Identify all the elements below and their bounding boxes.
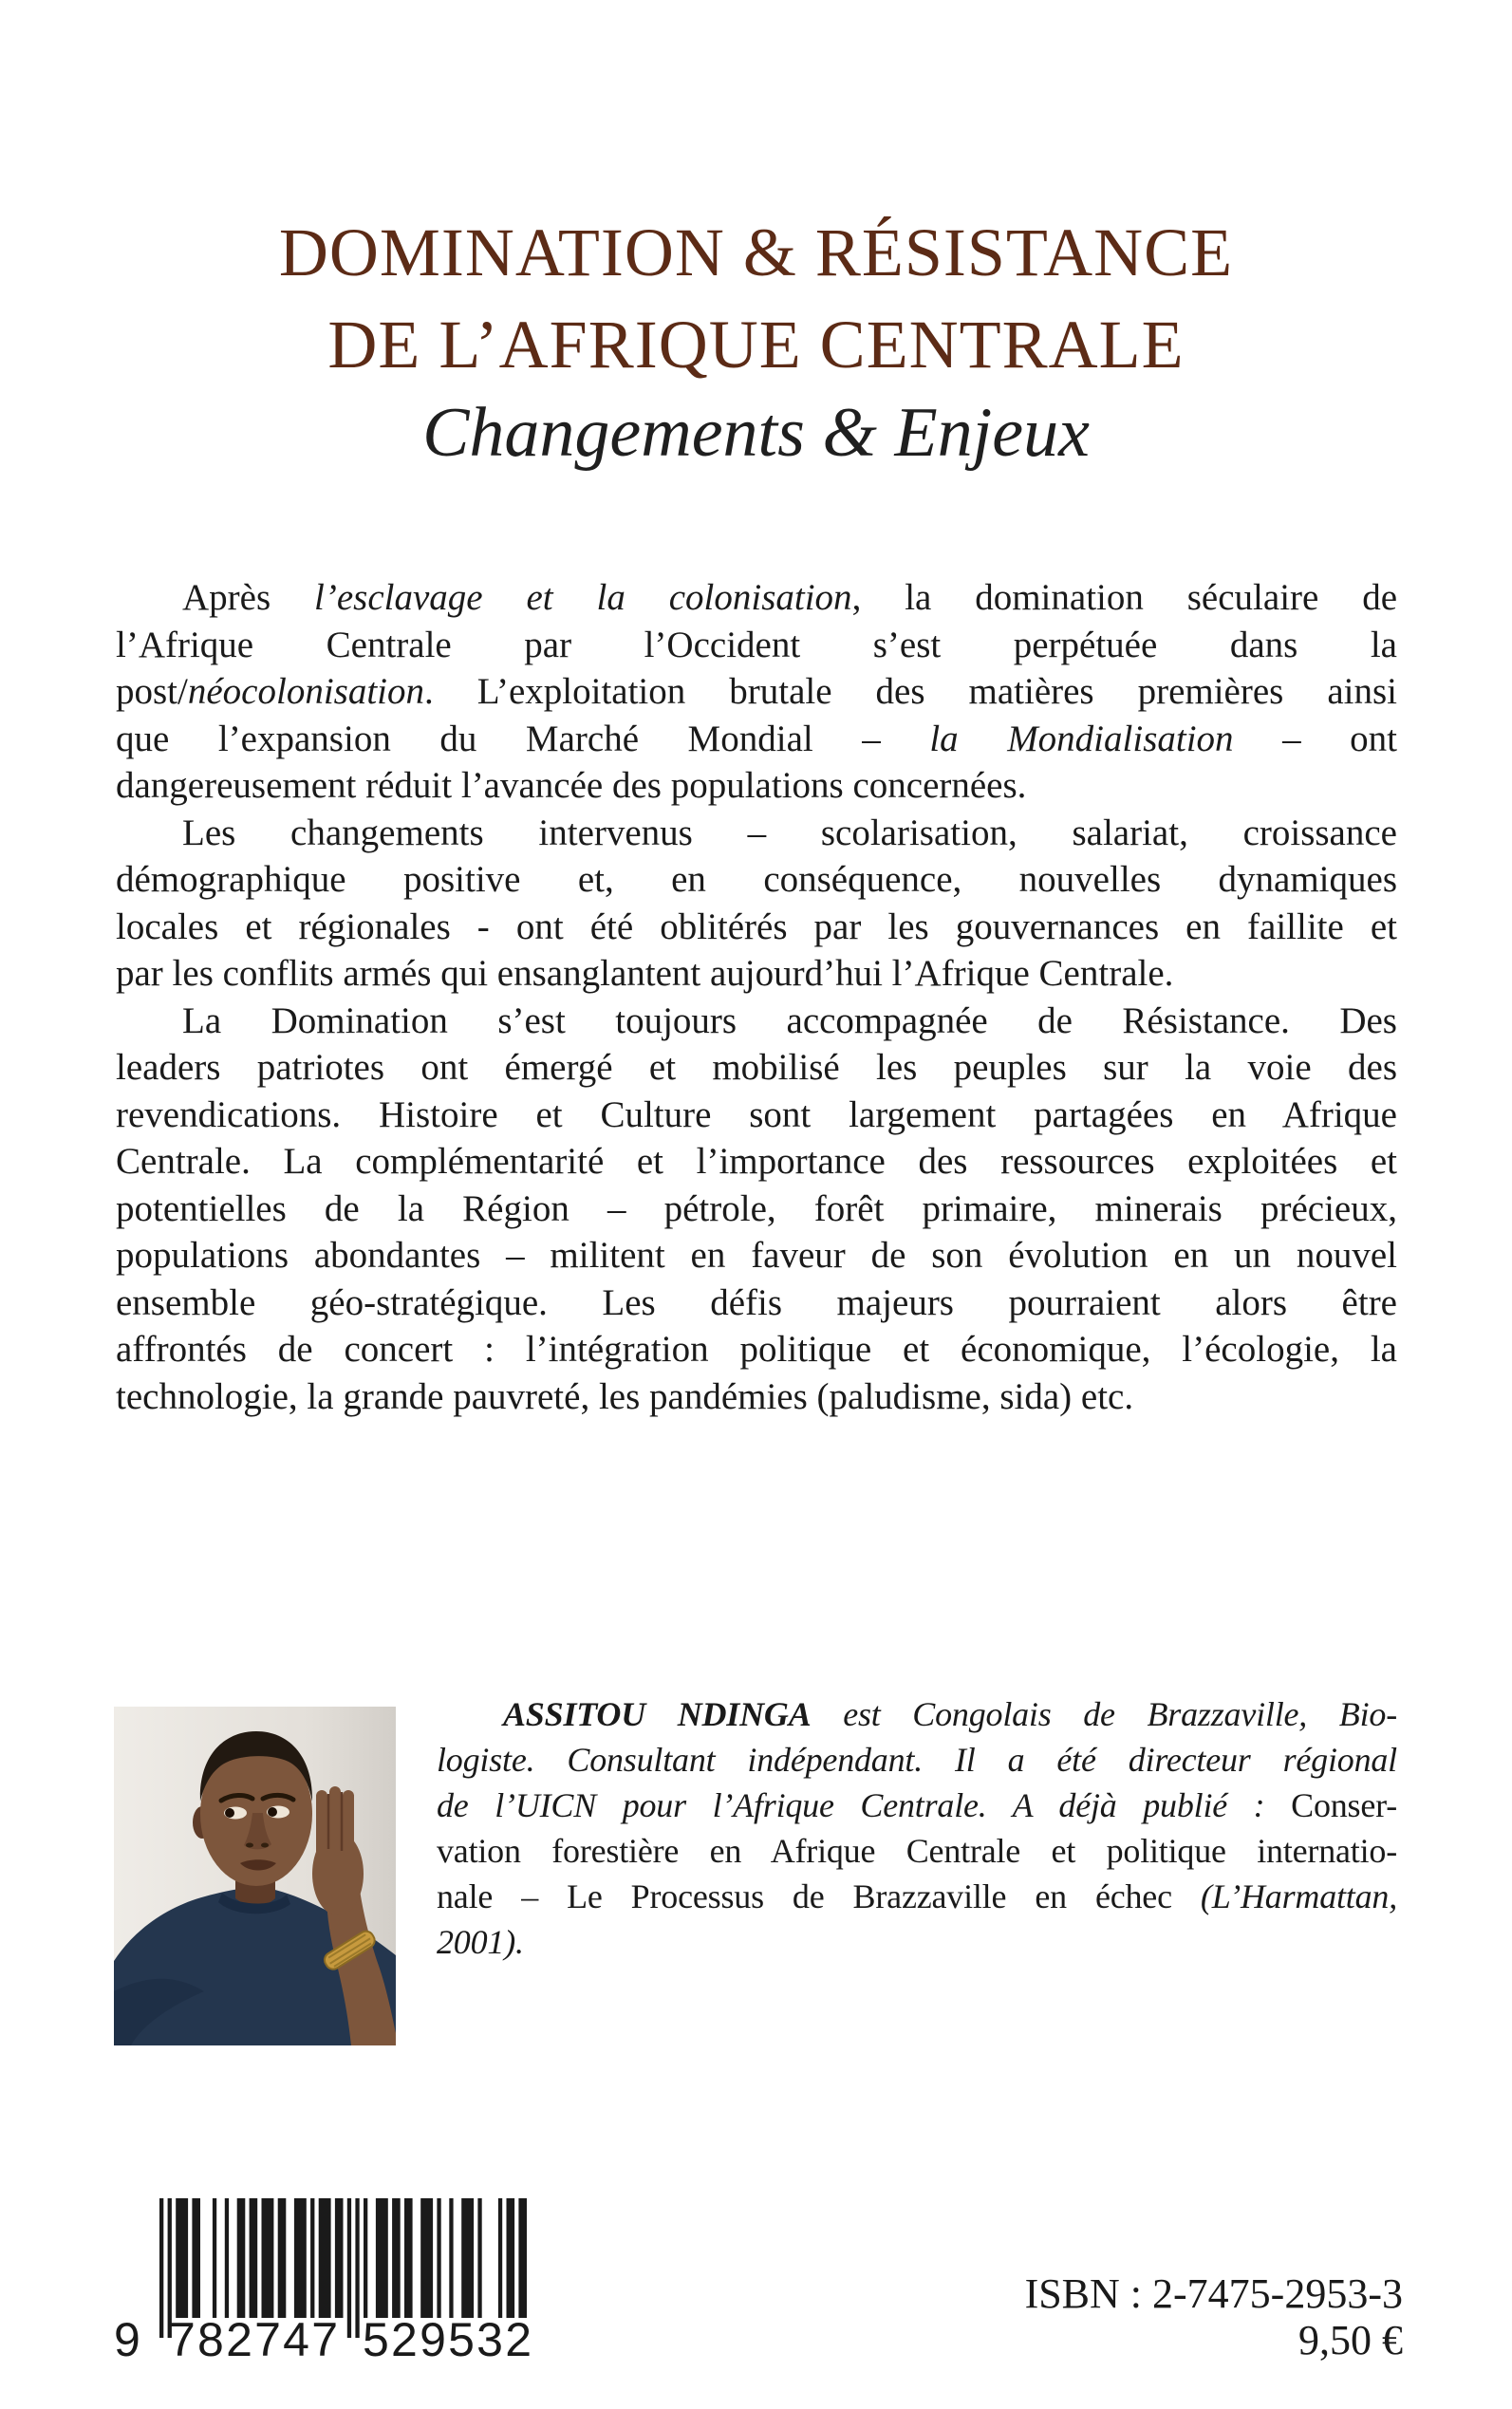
barcode-bar <box>477 2198 481 2318</box>
text-segment: que l’expansion du Marché Mondial – <box>116 718 930 759</box>
barcode-bar <box>225 2198 229 2318</box>
blurb-line <box>116 1326 1397 1373</box>
blurb-line <box>116 1279 1397 1327</box>
barcode-bar <box>355 2198 359 2338</box>
barcode-bar <box>310 2198 314 2318</box>
blurb-line <box>116 622 1397 669</box>
bio-line <box>437 1874 1397 1919</box>
author-photo <box>114 1707 396 2045</box>
text-segment: est Congolais de Brazzaville, Bio- <box>811 1695 1397 1733</box>
text-segment: l’Afrique Centrale par l’Occident s’est perpétuée dans la <box>116 624 1397 665</box>
barcode-bar <box>278 2198 287 2318</box>
text-segment: . L’exploitation brutale des matières premières ainsi <box>424 671 1397 712</box>
blurb-line <box>116 1138 1397 1186</box>
book-subtitle: Changements & Enjeux <box>422 394 1090 472</box>
barcode-bar <box>518 2198 527 2318</box>
blurb-line <box>116 716 1397 763</box>
text-segment: affrontés de concert : l’intégration politique et économique, l’écologie, la <box>116 1329 1397 1370</box>
text-segment: nale – Le Processus de Brazzaville en échec <box>437 1877 1201 1915</box>
isbn-price-block <box>1025 2270 1403 2363</box>
text-segment: démographique positive et, en conséquence, nouvelles dynamiques <box>116 859 1397 900</box>
barcode-digit-first: 9 <box>114 2313 140 2366</box>
blurb-line <box>116 762 1397 810</box>
blurb-line <box>116 998 1397 1045</box>
text-segment: leaders patriotes ont émergé et mobilisé les peuples sur la voie des <box>116 1047 1397 1088</box>
barcode-bar <box>437 2198 440 2318</box>
bio-line <box>437 1919 1397 1965</box>
blurb-line <box>116 1186 1397 1233</box>
barcode-bar <box>404 2198 413 2318</box>
barcode-bar <box>159 2198 163 2338</box>
text-segment: technologie, la grande pauvreté, les pandémies (paludisme, sida) etc. <box>116 1375 1134 1417</box>
barcode-bar <box>319 2198 331 2318</box>
author-bio <box>437 1691 1397 1965</box>
text-segment: locales et régionales - ont été oblitérés par les gouvernances en faillite et <box>116 906 1397 947</box>
barcode-bar <box>461 2198 474 2318</box>
blurb-line <box>116 950 1397 998</box>
text-segment: populations abondantes – militent en faveur de son évolution en un nouvel <box>116 1235 1397 1276</box>
text-segment: Après <box>182 577 315 618</box>
book-title-line2: DE L’AFRIQUE CENTRALE <box>327 307 1185 383</box>
text-segment: Centrale. La complémentarité et l’importance des ressources exploitées et <box>116 1141 1397 1182</box>
text-segment: ensemble géo-stratégique. Les défis majeurs pourraient alors être <box>116 1281 1397 1323</box>
barcode-bar <box>237 2198 246 2318</box>
barcode-bar <box>335 2198 344 2318</box>
bio-line <box>437 1737 1397 1783</box>
text-segment: vation forestière en Afrique Centrale et politique internatio- <box>437 1832 1397 1870</box>
barcode-bar <box>262 2198 274 2318</box>
blurb-line <box>116 856 1397 904</box>
text-segment: potentielles de la Région – pétrole, forêt primaire, minerais précieux, <box>116 1187 1397 1229</box>
blurb-line <box>116 810 1397 857</box>
text-segment: Conser- <box>1291 1786 1397 1824</box>
barcode-bar <box>507 2198 515 2318</box>
blurb-line <box>116 1044 1397 1092</box>
barcode-bar <box>498 2198 502 2318</box>
price: 9,50 € <box>1298 2317 1403 2363</box>
barcode-bar <box>376 2198 388 2318</box>
back-cover-blurb <box>116 574 1397 1420</box>
text-segment: ASSITOU NDINGA <box>503 1695 812 1733</box>
barcode-bar <box>420 2198 433 2318</box>
blurb-line <box>116 1092 1397 1139</box>
blurb-line <box>116 1373 1397 1421</box>
barcode-bar <box>449 2198 453 2318</box>
text-segment: 2001). <box>437 1923 524 1961</box>
blurb-line <box>116 668 1397 716</box>
text-segment: La Domination s’est toujours accompagnée de Résistance. Des <box>182 999 1397 1041</box>
barcode-digits-group2: 529532 <box>363 2313 532 2366</box>
blurb-line <box>116 904 1397 951</box>
bio-line <box>437 1828 1397 1874</box>
barcode-bar <box>213 2198 216 2318</box>
barcode-bar <box>192 2198 200 2318</box>
text-segment: (L’Harmattan, <box>1200 1877 1397 1915</box>
barcode-bar <box>294 2198 307 2318</box>
text-segment: par les conflits armés qui ensanglantent aujourd’hui l’Afrique Centrale. <box>116 953 1174 994</box>
text-segment: la Mondialisation <box>929 718 1234 759</box>
ean13-barcode <box>106 2194 552 2367</box>
barcode-bar <box>347 2198 351 2338</box>
blurb-line <box>116 574 1397 622</box>
bio-line <box>437 1783 1397 1828</box>
text-segment: néocolonisation <box>187 671 424 712</box>
text-segment: revendications. Histoire et Culture sont largement partagées en Afrique <box>116 1093 1397 1135</box>
text-segment: de l’UICN pour l’Afrique Centrale. A déjà publié : <box>437 1786 1292 1824</box>
barcode-bar <box>250 2198 258 2318</box>
text-segment: l’esclavage et la colonisation <box>314 577 852 618</box>
bio-line <box>437 1691 1397 1737</box>
text-segment: , la domination séculaire de <box>851 577 1398 618</box>
barcode-bar <box>364 2198 367 2318</box>
barcode-bar <box>392 2198 401 2318</box>
text-segment: dangereusement réduit l’avancée des populations concernées. <box>116 765 1027 806</box>
isbn-number: ISBN : 2-7475-2953-3 <box>1024 2270 1403 2317</box>
text-segment: Les changements intervenus – scolarisation, salariat, croissance <box>182 812 1397 853</box>
barcode-bar <box>176 2198 188 2318</box>
book-title-line1: DOMINATION & RÉSISTANCE <box>278 215 1234 290</box>
blurb-line <box>116 1232 1397 1279</box>
text-segment: – ont <box>1233 718 1397 759</box>
text-segment: post/ <box>116 671 188 712</box>
text-segment: logiste. Consultant indépendant. Il a été directeur régional <box>437 1741 1397 1779</box>
barcode-digits-group1: 782747 <box>169 2313 338 2366</box>
